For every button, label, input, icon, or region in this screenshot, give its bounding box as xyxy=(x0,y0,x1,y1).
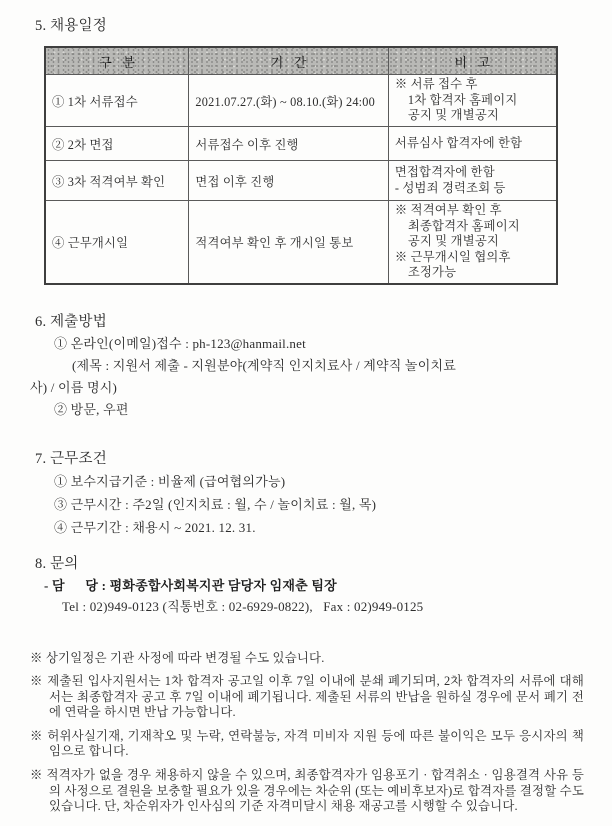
remark-line: 최종합격자 홈페이지 xyxy=(407,218,520,233)
table-header-row xyxy=(45,47,557,75)
inquiry-phone-fax: Tel : 02)949-0123 (직통번호 : 02-6929-0822), Fax : 02)949-0125 xyxy=(62,599,424,614)
footnote-document-disposal: ※ 제출된 입사지원서는 1차 합격자 공고일 이후 7일 이내에 분쇄 폐기되며, 2차 합격자의 서류에 대해서는 최종합격자 공고 후 7일 이내에 폐기됩니다. 제출된 서류의 반납을 원하실 경우에 문서 폐기 전에 연락을 하시면 반납 가능합니다. xyxy=(30,674,584,720)
submission-subject-line-2: 사) / 이름 명시) xyxy=(30,379,118,395)
footnote-no-hire-runnerup: ※ 적격자가 없을 경우 채용하지 않을 수 있으며, 최종합격자가 임용포기 · 합격취소 · 임용결격 사유 등의 사정으로 결원을 보충할 필요가 있을 경우에는 차순위 (또는 예비후보자)로 합격자를 결정할 수도 있습니다. 단, 차순위자가 인사심의 기준 자격미달시 채용 재공고를 시행할 수 있습니다. xyxy=(30,768,588,814)
section-recruitment-schedule xyxy=(30,16,586,285)
section-6-heading: 6. 제출방법 xyxy=(35,313,107,330)
section-8-heading: 8. 문의 xyxy=(35,555,79,572)
row-category: ② 2차 면접 xyxy=(45,127,189,161)
section-inquiry xyxy=(30,554,586,618)
header-category: 구 분 xyxy=(45,47,189,75)
row-period: 적격여부 확인 후 개시일 통보 xyxy=(189,201,388,284)
condition-term: ④ 근무기간 : 채용시 ~ 2021. 12. 31. xyxy=(54,519,256,535)
header-period: 기 간 xyxy=(189,47,388,75)
inquiry-contact-person: - 담 당 : 평화종합사회복지관 담당자 임재춘 팀장 xyxy=(44,577,337,593)
remark-line: 면접합격자에 한함 xyxy=(394,165,495,179)
remark-line: 조정가능 xyxy=(407,265,457,279)
table-row xyxy=(45,201,557,284)
condition-pay: ① 보수지급기준 : 비율제 (급여협의가능) xyxy=(54,473,286,489)
table-row xyxy=(45,127,557,161)
table-row xyxy=(45,75,557,127)
table-row xyxy=(45,161,557,201)
submission-item-visit-mail: ② 방문, 우편 xyxy=(54,401,129,417)
submission-item-online: ① 온라인(이메일)접수 : ph-123@hanmail.net xyxy=(54,335,306,351)
section-working-conditions xyxy=(30,449,586,539)
condition-hours: ③ 근무시간 : 주2일 (인지치료 : 월, 수 / 놀이치료 : 월, 목) xyxy=(54,496,377,512)
row-category: ③ 3차 적격여부 확인 xyxy=(45,161,189,201)
section-7-heading: 7. 근무조건 xyxy=(35,450,107,467)
footnotes xyxy=(30,651,586,815)
row-remarks xyxy=(388,75,557,127)
remark-line: 공지 및 개별공지 xyxy=(407,234,499,248)
row-remarks xyxy=(388,161,557,201)
header-remarks: 비 고 xyxy=(388,47,557,75)
remark-line: ※ 적격여부 확인 후 xyxy=(394,203,502,217)
remark-line: - 성범죄 경력조회 등 xyxy=(394,180,506,195)
remark-line: 1차 합격자 홈페이지 xyxy=(407,92,518,107)
section-submission-method xyxy=(30,312,586,421)
row-period: 서류접수 이후 진행 xyxy=(189,127,388,161)
footnote-applicant-responsibility: ※ 허위사실기재, 기재착오 및 누락, 연락불능, 자격 미비자 지원 등에 따른 불이익은 모두 응시자의 책임으로 합니다. xyxy=(30,728,584,759)
footnote-schedule-change: ※ 상기일정은 기관 사정에 따라 변경될 수도 있습니다. xyxy=(30,650,325,665)
remark-line: 공지 및 개별공지 xyxy=(407,108,499,123)
section-5-heading: 5. 채용일정 xyxy=(35,18,107,34)
row-remarks xyxy=(388,201,557,284)
remark-line: ※ 서류 접수 후 xyxy=(394,77,478,92)
row-period: 면접 이후 진행 xyxy=(189,161,388,201)
row-remarks xyxy=(388,127,557,161)
remark-line: 서류심사 합격자에 한함 xyxy=(394,135,523,150)
remark-line: ※ 근무개시일 협의후 xyxy=(394,249,511,264)
row-period: 2021.07.27.(화) ~ 08.10.(화) 24:00 xyxy=(189,75,388,127)
schedule-table xyxy=(44,46,558,285)
schedule-table-container xyxy=(44,46,586,285)
row-category: ④ 근무개시일 xyxy=(45,201,189,284)
submission-subject-line-1: (제목 : 지원서 제출 - 지원분야(계약직 인지치료사 / 계약직 놀이치료 xyxy=(72,357,456,373)
row-category: ① 1차 서류접수 xyxy=(45,75,189,127)
